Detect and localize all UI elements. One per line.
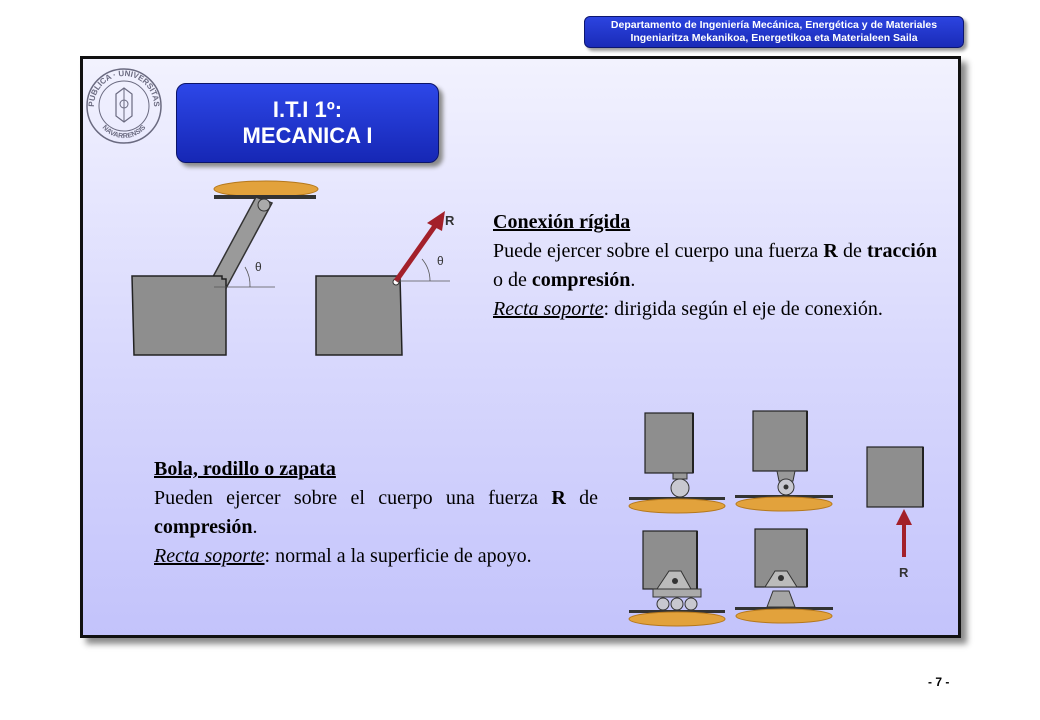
seal-top-text: PUBLICA · UNIVERSITAS (86, 68, 162, 107)
force-arrowhead-normal (896, 509, 912, 525)
university-seal-logo (84, 66, 164, 146)
course-title-line2: MECANICA I (242, 123, 373, 148)
course-title-line1: I.T.I 1º: (272, 97, 343, 122)
angle-label-right: θ (437, 254, 444, 268)
seal-bottom-text: NAVARRENSIS (100, 124, 148, 141)
multi-roller-support (629, 531, 725, 626)
free-body-block (867, 447, 923, 507)
ceiling-plate (214, 195, 316, 199)
page-number: - 7 - (928, 675, 950, 689)
ball-roller-support-line: Recta soporte: normal a la superficie de apoyo. (154, 545, 532, 567)
left-block (132, 276, 226, 355)
department-name-eu: Ingeniaritza Mekanikoa, Energetikoa eta Materialeen Saila (630, 32, 918, 44)
ball-roller-figure (625, 405, 945, 635)
rigid-connection-paragraph: Puede ejercer sobre el cuerpo una fuerza R de tracción o de compresión. (493, 240, 937, 291)
svg-text:NAVARRENSIS (101, 124, 148, 140)
ball-support (629, 413, 725, 513)
force-arrow-rigid (396, 223, 437, 281)
rigid-connection-figure (130, 175, 475, 360)
department-banner (584, 16, 964, 48)
roller-support (735, 411, 833, 511)
ceiling-soil (214, 181, 318, 197)
force-label-rigid: R (445, 213, 455, 228)
rigid-connection-description (493, 208, 937, 324)
ball-roller-description (154, 455, 598, 571)
angle-label-left: θ (255, 260, 262, 274)
rigid-connection-support-line: Recta soporte: dirigida según el eje de conexión. (493, 298, 883, 320)
course-title-badge (176, 83, 439, 163)
force-label-normal: R (899, 565, 909, 580)
ball-roller-title: Bola, rodillo o zapata (154, 458, 336, 480)
department-name-es: Departamento de Ingeniería Mecánica, Energética y de Materiales (610, 19, 938, 31)
ball-roller-paragraph: Pueden ejercer sobre el cuerpo una fuerza R de compresión. (154, 487, 598, 538)
shoe-support (735, 529, 833, 623)
right-block (316, 276, 402, 355)
rigid-connection-title: Conexión rígida (493, 211, 631, 233)
